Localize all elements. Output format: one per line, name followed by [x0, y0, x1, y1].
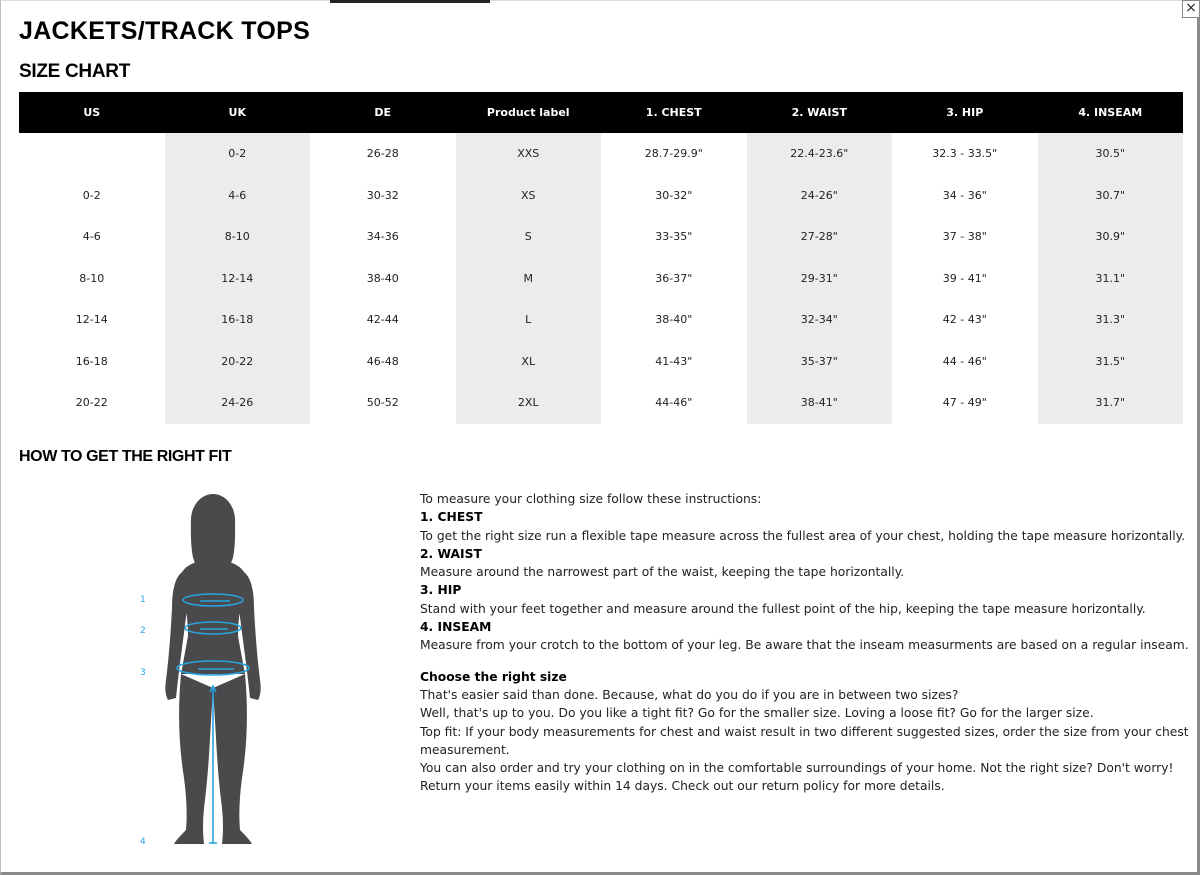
- column-header: 4. INSEAM: [1038, 92, 1184, 133]
- table-cell: XS: [456, 175, 602, 217]
- table-cell: 33-35": [655, 230, 693, 244]
- step-hip-heading: 3. HIP: [420, 583, 462, 598]
- table-cell: 31.3": [1038, 299, 1184, 341]
- table-cell: 4-6: [82, 230, 101, 244]
- table-cell: 39 - 41": [942, 271, 987, 285]
- table-row: [19, 175, 1183, 217]
- table-cell: 30.9": [1038, 216, 1184, 258]
- marker-2: 2: [140, 626, 146, 636]
- table-row: [19, 133, 1183, 175]
- step-hip-text: Stand with your feet together and measure around the fullest point of the hip, keeping the tape measure horizontally.: [420, 601, 1146, 616]
- column-header: 3. HIP: [892, 92, 1038, 133]
- top-edge-strip: [330, 0, 490, 3]
- table-cell: 28.7-29.9": [644, 147, 703, 161]
- table-cell: 26-28: [366, 147, 399, 161]
- step-waist-heading: 2. WAIST: [420, 546, 482, 561]
- table-cell: 31.1": [1038, 258, 1184, 300]
- table-cell: 30.5": [1038, 133, 1184, 175]
- size-chart-table: [19, 92, 1183, 424]
- table-cell: 16-18: [75, 354, 108, 368]
- table-cell: 35-37": [747, 341, 893, 383]
- choose-line-4: You can also order and try your clothing on in the comfortable surroundings of your home. Not the right size? Don't worry! Return your items easily within 14 days. Check out our return policy for more details.: [420, 761, 1174, 794]
- choose-line-2: Well, that's up to you. Do you like a tight fit? Go for the smaller size. Loving a loose fit? Go for the larger size.: [420, 706, 1094, 721]
- table-body: [19, 133, 1183, 424]
- choose-line-1: That's easier said than done. Because, what do you do if you are in between two sizes?: [420, 687, 959, 702]
- table-cell: 32.3 - 33.5": [932, 147, 998, 161]
- choose-line-3: Top fit: If your body measurements for chest and waist result in two different suggested sizes, order the size from your chest measurement.: [420, 724, 1189, 757]
- table-cell: 4-6: [165, 175, 311, 217]
- body-measurement-figure: [130, 488, 280, 853]
- table-cell: 22.4-23.6": [747, 133, 893, 175]
- page-title: JACKETS/TRACK TOPS: [19, 17, 311, 45]
- table-row: [19, 216, 1183, 258]
- marker-3: 3: [140, 668, 146, 678]
- table-row: [19, 382, 1183, 424]
- step-waist-text: Measure around the narrowest part of the waist, keeping the tape horizontally.: [420, 565, 905, 580]
- table-cell: 34 - 36": [942, 188, 987, 202]
- fit-instructions: [420, 490, 1190, 796]
- table-cell: 24-26: [165, 382, 311, 424]
- table-cell: 44 - 46": [942, 354, 987, 368]
- table-cell: 12-14: [165, 258, 311, 300]
- size-chart-title: SIZE CHART: [19, 61, 131, 82]
- column-header: 2. WAIST: [747, 92, 893, 133]
- table-cell: S: [456, 216, 602, 258]
- table-row: [19, 258, 1183, 300]
- body-silhouette-illustration: [130, 488, 280, 853]
- marker-4: 4: [140, 837, 146, 847]
- table-cell: 50-52: [366, 396, 399, 410]
- marker-1: 1: [140, 595, 146, 605]
- table-cell: 37 - 38": [942, 230, 987, 244]
- table-cell: 12-14: [75, 313, 108, 327]
- table-cell: 8-10: [79, 271, 105, 285]
- table-cell: 42 - 43": [942, 313, 987, 327]
- step-inseam-heading: 4. INSEAM: [420, 620, 492, 635]
- step-chest-text: To get the right size run a flexible tape measure across the fullest area of your chest, holding the tape measure horizontally.: [420, 528, 1186, 543]
- table-cell: [19, 133, 165, 175]
- table-cell: 0-2: [165, 133, 311, 175]
- table-cell: XL: [456, 341, 602, 383]
- table-cell: 20-22: [165, 341, 311, 383]
- table-cell: 38-40": [655, 313, 693, 327]
- table-cell: M: [456, 258, 602, 300]
- table-cell: 31.5": [1038, 341, 1184, 383]
- table-cell: 2XL: [456, 382, 602, 424]
- table-cell: 24-26": [747, 175, 893, 217]
- column-header: UK: [165, 92, 311, 133]
- column-header: US: [19, 92, 165, 133]
- table-cell: 8-10: [165, 216, 311, 258]
- table-cell: XXS: [456, 133, 602, 175]
- table-cell: 42-44: [366, 313, 399, 327]
- column-header: 1. CHEST: [601, 92, 747, 133]
- column-header: Product label: [456, 92, 602, 133]
- table-header-row: [19, 92, 1183, 133]
- table-cell: 30-32": [655, 188, 693, 202]
- table-cell: 38-41": [747, 382, 893, 424]
- table-cell: 32-34": [747, 299, 893, 341]
- table-cell: 20-22: [75, 396, 108, 410]
- table-cell: 30-32: [366, 188, 399, 202]
- table-cell: 46-48: [366, 354, 399, 368]
- table-cell: 47 - 49": [942, 396, 987, 410]
- table-cell: 30.7": [1038, 175, 1184, 217]
- table-row: [19, 341, 1183, 383]
- table-cell: L: [456, 299, 602, 341]
- table-cell: 34-36: [366, 230, 399, 244]
- choose-size-heading: Choose the right size: [420, 669, 567, 684]
- step-inseam-text: Measure from your crotch to the bottom of your leg. Be aware that the inseam measurments are based on a regular inseam.: [420, 638, 1189, 653]
- instructions-intro: To measure your clothing size follow these instructions:: [420, 492, 762, 506]
- table-cell: 41-43": [655, 354, 693, 368]
- table-cell: 31.7": [1038, 382, 1184, 424]
- fit-guide-title: HOW TO GET THE RIGHT FIT: [19, 448, 232, 465]
- close-icon[interactable]: ×: [1182, 0, 1200, 18]
- table-cell: 44-46": [655, 396, 693, 410]
- table-cell: 29-31": [747, 258, 893, 300]
- table-cell: 16-18: [165, 299, 311, 341]
- table-cell: 36-37": [655, 271, 693, 285]
- column-header: DE: [310, 92, 456, 133]
- table-cell: 27-28": [747, 216, 893, 258]
- step-chest-heading: 1. CHEST: [420, 510, 483, 525]
- table-cell: 0-2: [82, 188, 101, 202]
- table-cell: 38-40: [366, 271, 399, 285]
- table-row: [19, 299, 1183, 341]
